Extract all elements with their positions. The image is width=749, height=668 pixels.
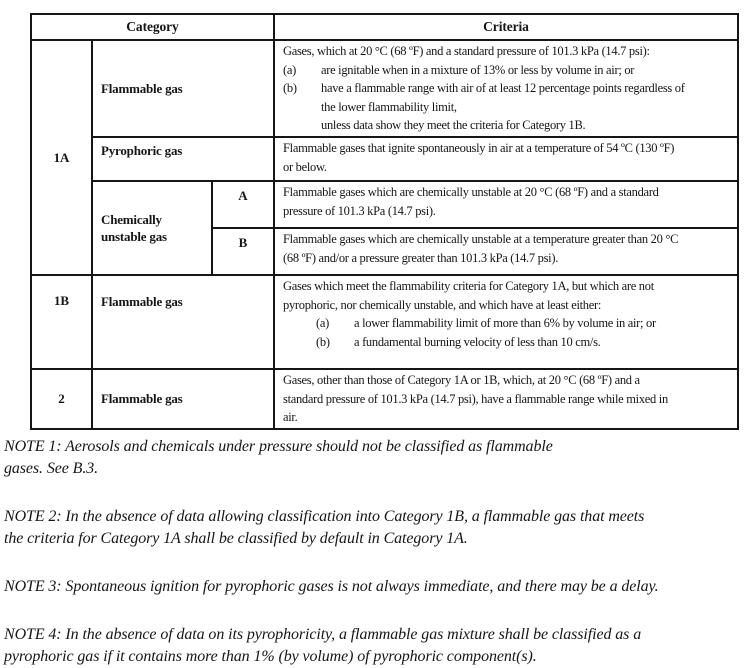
row-1a-flammable-gas <box>31 40 738 137</box>
criteria-line: the lower flammability limit, <box>321 99 457 114</box>
criteria-1a-flammable <box>274 40 738 137</box>
criteria-list-item-a <box>316 314 731 333</box>
header-category-cell: Category <box>31 14 274 40</box>
category-1b-label: 1B <box>31 275 92 369</box>
gas-name-flammable-1b: Flammable gas <box>92 275 274 369</box>
criteria-1a-pyrophoric <box>274 137 738 181</box>
note-3 <box>4 576 749 598</box>
note-line: NOTE 4: In the absence of data on its pyrophoricity, a flammable gas mixture shall be classified as a <box>4 625 642 643</box>
criteria-line: air. <box>283 410 298 424</box>
gas-name-flammable-2: Flammable gas <box>92 369 274 429</box>
row-1b <box>31 275 738 369</box>
document-page <box>0 13 749 665</box>
criteria-chem-unstable-a <box>274 181 738 228</box>
gas-name-pyrophoric: Pyrophoric gas <box>92 137 274 181</box>
note-4 <box>4 624 749 668</box>
note-line: pyrophoric gas if it contains more than 1% (by volume) of pyrophoric component(s). <box>4 647 537 665</box>
list-text: are ignitable when in a mixture of 13% or less by volume in air; or <box>321 62 635 77</box>
list-label: (a) <box>283 62 296 77</box>
criteria-list-item-a <box>283 61 731 80</box>
sub-category-a-label: A <box>212 181 274 228</box>
gas-name-flammable-1a: Flammable gas <box>92 40 274 137</box>
list-text: a fundamental burning velocity of less than 10 cm/s. <box>354 334 601 349</box>
criteria-line: standard pressure of 101.3 kPa (14.7 psi), have a flammable range while mixed in <box>283 391 668 406</box>
list-text: a lower flammability limit of more than 6% by volume in air; or <box>354 316 656 330</box>
criteria-chem-unstable-b <box>274 228 738 275</box>
criteria-line: Flammable gases which are chemically unstable at a temperature greater than 20 °C <box>283 232 679 246</box>
row-1a-pyrophoric-gas <box>31 137 738 181</box>
criteria-line: pyrophoric, nor chemically unstable, and which have at least either: <box>283 297 602 312</box>
criteria-line: Gases which meet the flammability criteria for Category 1A, but which are not <box>283 279 654 293</box>
gas-classification-table <box>30 13 739 430</box>
note-line: the criteria for Category 1A shall be classified by default in Category 1A. <box>4 529 468 547</box>
criteria-list-item-b <box>316 333 731 352</box>
list-label: (b) <box>316 334 330 349</box>
note-1 <box>4 436 749 480</box>
criteria-line: (68 ºF) and/or a pressure greater than 101.3 kPa (14.7 psi). <box>283 250 559 265</box>
criteria-line: pressure of 101.3 kPa (14.7 psi). <box>283 203 436 218</box>
criteria-line: or below. <box>283 159 327 174</box>
note-line: gases. See B.3. <box>4 459 99 477</box>
list-label: (b) <box>283 81 297 95</box>
sub-category-b-label: B <box>212 228 274 275</box>
row-2 <box>31 369 738 429</box>
criteria-line: Gases, which at 20 °C (68 ºF) and a standard pressure of 101.3 kPa (14.7 psi): <box>283 44 650 58</box>
note-line: NOTE 3: Spontaneous ignition for pyrophoric gases is not always immediate, and there may be a delay. <box>4 577 659 595</box>
notes-section <box>4 436 749 668</box>
category-2-label: 2 <box>31 369 92 429</box>
criteria-line: Flammable gases which are chemically unstable at 20 °C (68 ºF) and a standard <box>283 185 659 199</box>
list-label: (a) <box>316 316 329 330</box>
row-1a-chemically-unstable-a <box>31 181 738 228</box>
note-line: NOTE 2: In the absence of data allowing classification into Category 1B, a flammable gas that meets <box>4 507 645 525</box>
list-text: have a flammable range with air of at least 12 percentage points regardless of <box>321 81 685 95</box>
note-line: NOTE 1: Aerosols and chemicals under pressure should not be classified as flammable <box>4 437 553 455</box>
criteria-list-item-b <box>283 79 731 98</box>
table-header-row <box>31 14 738 40</box>
criteria-line: unless data show they meet the criteria for Category 1B. <box>321 118 586 132</box>
category-1a-label: 1A <box>31 40 92 275</box>
criteria-line: Gases, other than those of Category 1A or 1B, which, at 20 °C (68 ºF) and a <box>283 373 640 387</box>
criteria-line: Flammable gases that ignite spontaneously in air at a temperature of 54 ºC (130 ºF) <box>283 141 675 155</box>
criteria-2 <box>274 369 738 429</box>
criteria-1b <box>274 275 738 369</box>
note-2 <box>4 506 749 550</box>
header-criteria-cell: Criteria <box>274 14 738 40</box>
gas-name-chemically-unstable: Chemically unstable gas <box>92 181 212 275</box>
